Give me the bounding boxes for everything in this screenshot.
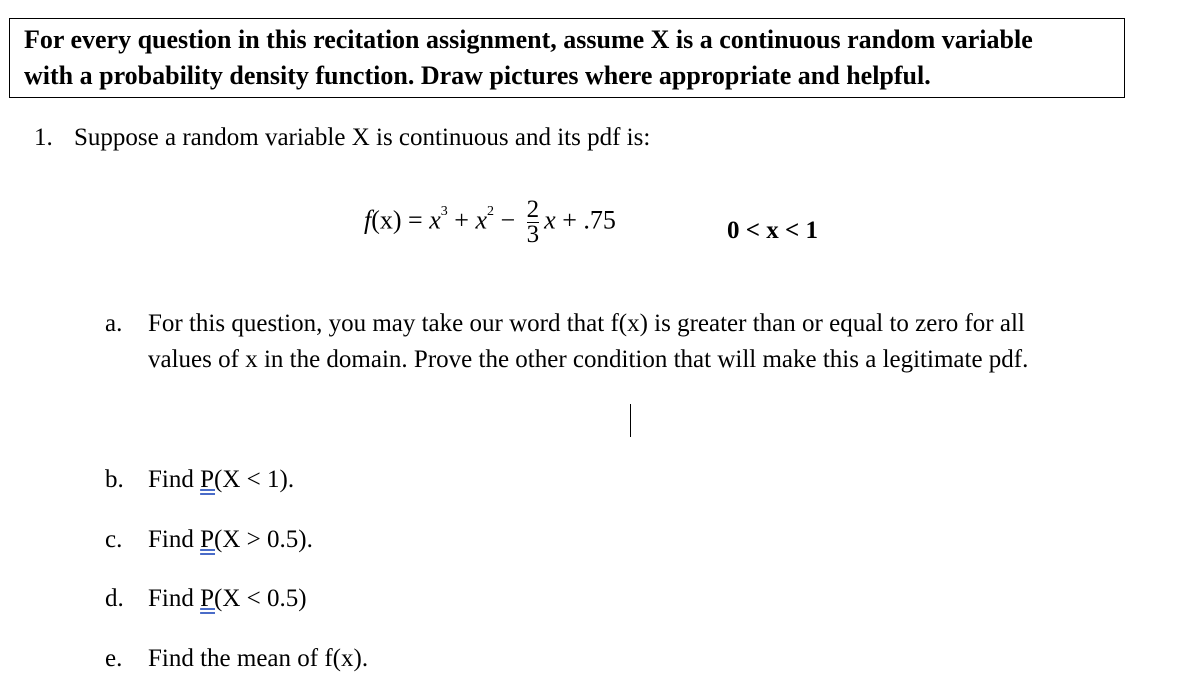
formula-fraction — [526, 198, 541, 247]
formula-x3: x — [544, 205, 556, 235]
instructions-box — [9, 18, 1125, 98]
formula-x1: x — [429, 205, 441, 235]
formula-minus: − — [493, 205, 522, 235]
part-d-label: d. — [105, 585, 124, 612]
pdf-domain: 0 < x < 1 — [727, 217, 818, 244]
part-a-label: a. — [105, 310, 123, 337]
part-d-underlined: P( — [200, 585, 223, 612]
part-d-rest: X < 0.5) — [222, 585, 307, 612]
formula-p1: 3 — [440, 203, 448, 219]
part-c-rest: X > 0.5). — [222, 526, 313, 553]
fraction-denominator: 3 — [526, 221, 540, 248]
part-a-line-2: values of x in the domain. Prove the other condition that will make this a legitimate pdf. — [148, 346, 1029, 373]
part-a-line-1: For this question, you may take our word that f(x) is greater than or equal to zero for all — [148, 310, 1025, 337]
part-c-label: c. — [105, 526, 123, 553]
question-text: Suppose a random variable X is continuous and its pdf is: — [74, 124, 651, 151]
part-c-text — [148, 526, 313, 554]
part-e-text: Find the mean of f(x). — [148, 645, 369, 672]
formula-tail: + .75 — [555, 205, 616, 235]
formula-plus1: + — [447, 205, 476, 235]
formula-arg: (x) = — [371, 205, 430, 235]
formula-f: f — [364, 205, 372, 235]
part-d-text — [148, 585, 307, 613]
part-c-prefix: Find — [148, 526, 201, 553]
part-b-prefix: Find — [148, 466, 201, 493]
part-d-prefix: Find — [148, 585, 201, 612]
instructions-line-1: For every question in this recitation assignment, assume X is a continuous random variable — [24, 25, 1033, 54]
formula-x2: x — [475, 205, 487, 235]
part-b-rest: X < 1). — [222, 466, 295, 493]
part-e-label: e. — [105, 645, 123, 672]
instructions-line-2: with a probability density function. Draw pictures where appropriate and helpful. — [24, 61, 931, 90]
part-c-underlined: P( — [200, 526, 223, 553]
text-cursor — [630, 404, 631, 437]
part-b-label: b. — [105, 466, 124, 493]
question-number: 1. — [34, 124, 53, 151]
part-b-underlined: P( — [200, 466, 223, 493]
pdf-formula — [364, 198, 616, 247]
part-b-text — [148, 466, 294, 494]
fraction-numerator: 2 — [526, 196, 540, 223]
formula-p2: 2 — [486, 203, 494, 219]
